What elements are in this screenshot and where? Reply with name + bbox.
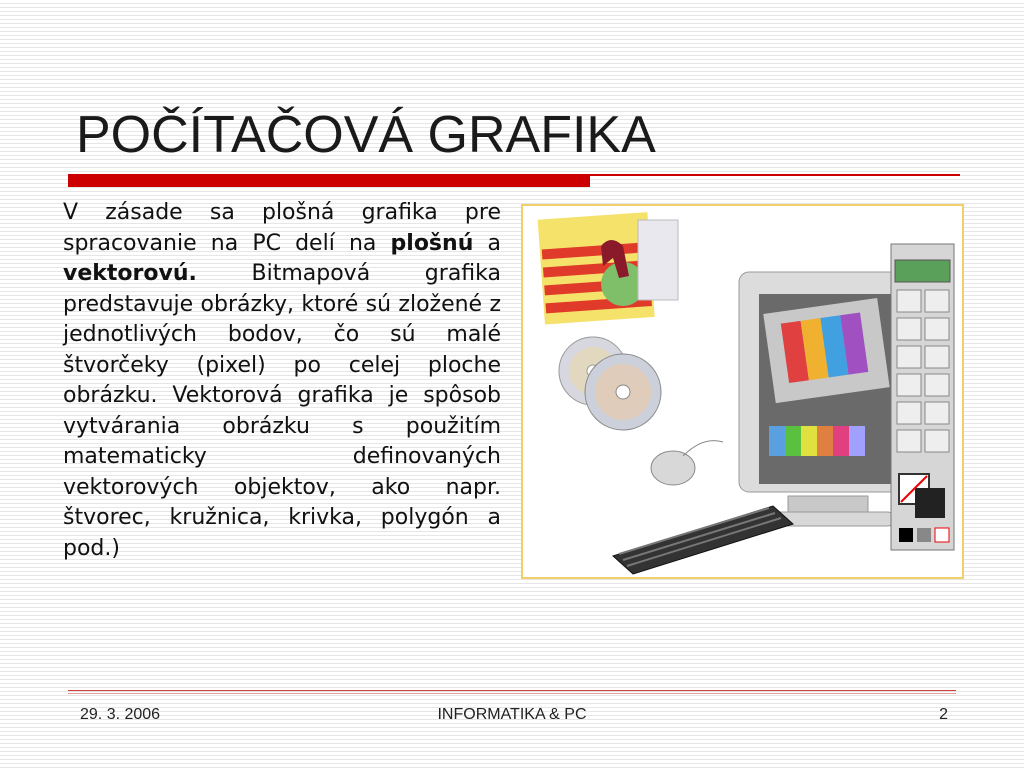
body-bold-vektorovu: vektorovú. bbox=[63, 261, 197, 286]
slide-title: POČÍTAČOVÁ GRAFIKA bbox=[76, 106, 656, 164]
footer-divider bbox=[68, 690, 956, 691]
computer-graphics-illustration bbox=[521, 204, 964, 579]
body-text-2: a bbox=[473, 230, 501, 256]
footer-date: 29. 3. 2006 bbox=[80, 706, 161, 723]
monitor-icon bbox=[739, 272, 914, 526]
cd-icon bbox=[559, 337, 661, 430]
slide-number: 2 bbox=[939, 706, 948, 723]
keyboard-icon bbox=[613, 506, 793, 574]
footer-divider-light bbox=[68, 693, 956, 694]
tool-palette-icon bbox=[891, 244, 954, 550]
body-text-1: V zásade sa plošná grafika pre spracovanie na PC delí na bbox=[63, 200, 501, 256]
title-underline-thin bbox=[590, 174, 960, 176]
footer-title: INFORMATIKA & PC bbox=[437, 706, 587, 723]
body-text-3: Bitmapová grafika predstavuje obrázky, ktoré sú zložené z jednotlivých bodov, čo sú malé štvorčeky (pixel) po celej ploche obrázku. Vektorová grafika je spôsob vytvárania obrázku s použitím matematicky definovaných vektorových objektov, ako napr. štvorec, kružnica, krivka, polygón a pod.) bbox=[63, 261, 501, 561]
body-paragraph bbox=[63, 198, 501, 564]
mouse-icon bbox=[651, 441, 723, 485]
computer-illustration-icon bbox=[523, 206, 962, 577]
brochure-icon bbox=[538, 212, 678, 324]
body-bold-plosnu: plošnú bbox=[390, 230, 474, 256]
title-underline-thick bbox=[68, 174, 590, 187]
